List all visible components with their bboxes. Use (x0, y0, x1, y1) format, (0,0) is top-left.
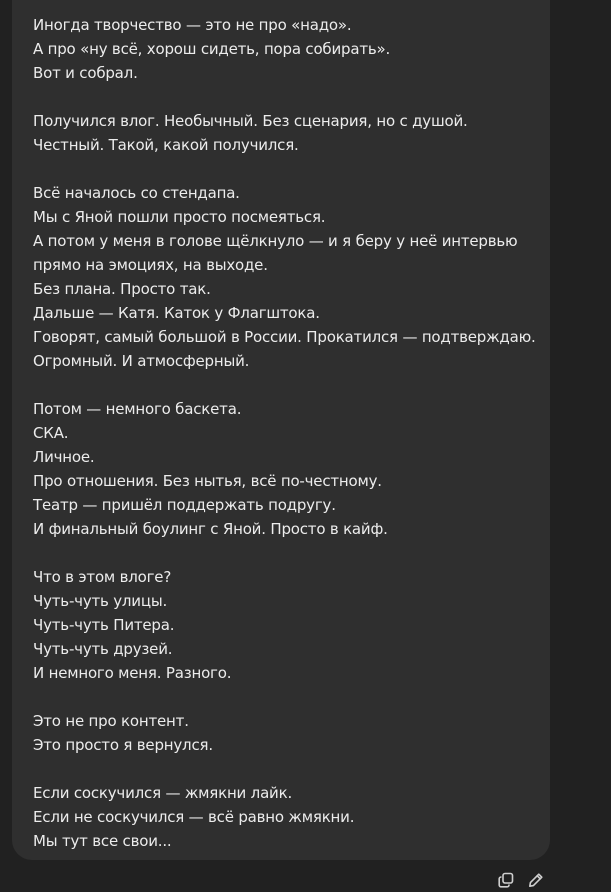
message-line: Получился влог. Необычный. Без сценария, но с душой. (33, 112, 468, 130)
message-line: Это не про контент. (33, 712, 189, 730)
message-line: А потом у меня в голове щёлкнуло — и я беру у неё интервью (33, 232, 518, 250)
message-line: Если не соскучился — всё равно жмякни. (33, 808, 355, 826)
message-line: Личное. (33, 448, 95, 466)
message-line: СКА. (33, 424, 69, 442)
edit-pencil-icon (527, 871, 545, 889)
message-text (33, 13, 543, 853)
message-line: Это просто я вернулся. (33, 736, 213, 754)
copy-button[interactable] (495, 869, 517, 891)
message-line: прямо на эмоциях, на выходе. (33, 256, 268, 274)
message-line (33, 757, 543, 781)
message-line: Потом — немного баскета. (33, 400, 242, 418)
message-line: Мы тут все свои... (33, 832, 172, 850)
message-line: Мы с Яной пошли просто посмеяться. (33, 208, 326, 226)
message-line: Огромный. И атмосферный. (33, 352, 250, 370)
message-line (33, 157, 543, 181)
message-line (33, 373, 543, 397)
message-line: Говорят, самый большой в России. Прокатился — подтверждаю. (33, 328, 536, 346)
message-line: Дальше — Катя. Каток у Флагштока. (33, 304, 320, 322)
message-line (33, 85, 543, 109)
message-line: И финальный боулинг с Яной. Просто в кайф. (33, 520, 388, 538)
copy-icon (497, 871, 515, 889)
message-line: И немного меня. Разного. (33, 664, 232, 682)
message-line (33, 541, 543, 565)
message-line: Если соскучился — жмякни лайк. (33, 784, 293, 802)
message-line (33, 685, 543, 709)
message-line: Честный. Такой, какой получился. (33, 136, 299, 154)
message-line: Чуть-чуть Питера. (33, 616, 175, 634)
edit-button[interactable] (525, 869, 547, 891)
message-actions (495, 869, 547, 891)
message-line: Иногда творчество — это не про «надо». (33, 16, 352, 34)
message-line: Без плана. Просто так. (33, 280, 211, 298)
message-line: Чуть-чуть друзей. (33, 640, 173, 658)
message-line: Всё началось со стендапа. (33, 184, 240, 202)
message-line: Про отношения. Без нытья, всё по-честному. (33, 472, 382, 490)
message-line: А про «ну всё, хорош сидеть, пора собирать». (33, 40, 391, 58)
message-line: Чуть-чуть улицы. (33, 592, 168, 610)
message-line: Что в этом влоге? (33, 568, 172, 586)
message-line: Вот и собрал. (33, 64, 138, 82)
message-line: Театр — пришёл поддержать подругу. (33, 496, 336, 514)
